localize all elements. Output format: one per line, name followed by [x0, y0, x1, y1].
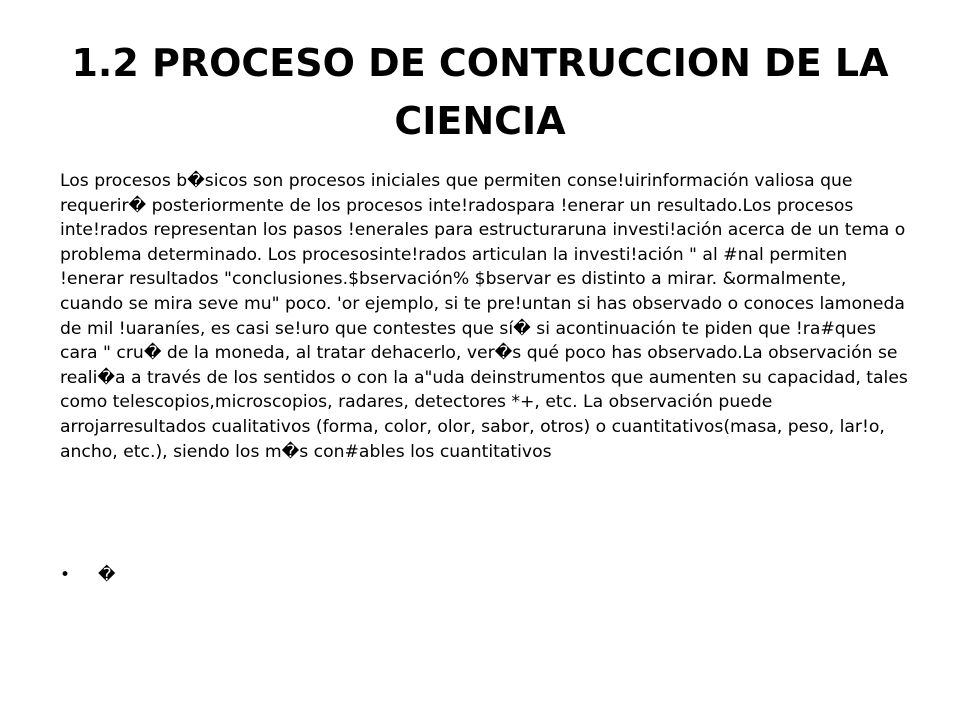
- slide-title: 1.2 PROCESO DE CONTRUCCION DE LA CIENCIA: [71, 41, 889, 143]
- bullet-item-text: �: [98, 565, 116, 585]
- bullet-dot-icon: •: [60, 565, 71, 585]
- slide-body-text: Los procesos b�sicos son procesos iniciales que permiten conse!uirinformación valiosa que requerir� posteriormente de los procesos inte!radospara !enerar un resultado.Los procesos inte!rados representan los pasos !enerales para estructuraruna investi!ación acerca de un tema o problema determinado. Los procesosinte!rados articulan la investi!ación " al #nal permiten !enerar resultados "conclusiones.$bservación% $bservar es distinto a mirar. &ormalmente, cuando se mira seve mu" poco. 'or ejemplo, si te pre!untan si has observado o conoces lamoneda de mil !uaraníes, es casi se!uro que contestes que sí� si acontinuación te piden que !ra#ques cara " cru� de la moneda, al tratar dehacerlo, ver�s qué poco has observado.La observación se reali�a a través de los sentidos o con la a"uda deinstrumentos que aumenten su capacidad, tales como telescopios,microscopios, radares, detectores *+, etc. La observación puede arrojarresultados cualitativos (forma, color, olor, sabor, otros) o cuantitativos(masa, peso, lar!o, ancho, etc.), siendo los m�s con#ables los cuantitativos: [60, 171, 908, 462]
